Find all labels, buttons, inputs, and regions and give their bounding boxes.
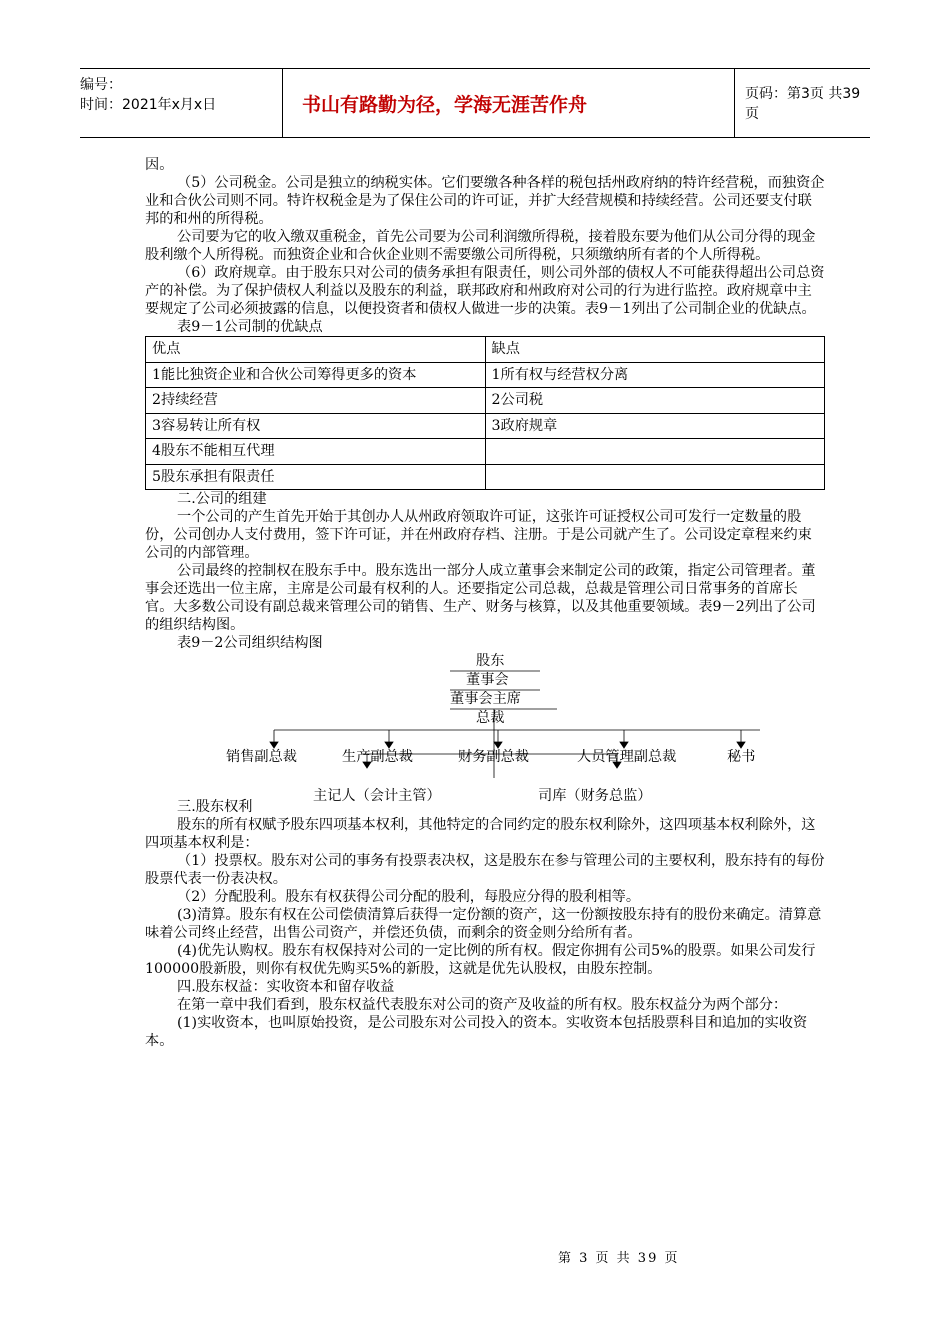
paragraph: （5）公司税金。公司是独立的纳税实体。它们要缴各种各样的税包括州政府纳的特许经营税，而独资企业和合伙公司则不同。特许权税金是为了保住公司的许可证，并扩大经营规模和持续经营。公司还要支付联邦的和州的所得税。 bbox=[145, 175, 825, 227]
table-cell: 5股东承担有限责任 bbox=[146, 464, 486, 490]
serial-label: 编号： bbox=[80, 77, 122, 93]
org-node-vp-production: 生产副总裁 bbox=[342, 749, 413, 765]
paragraph: 因。 bbox=[145, 157, 174, 173]
paragraph: 股东的所有权赋予股东四项基本权利，其他特定的合同约定的股东权利除外，这四项基本权利除外，这四项基本权利是： bbox=[145, 817, 816, 851]
org-node-vp-hr: 人员管理副总裁 bbox=[577, 749, 677, 765]
paragraph: (4)优先认购权。股东有权保持对公司的一定比例的所有权。假定你拥有公司5%的股票。如果公司发行100000股新股，则你有权优先购买5%的新股，这就是优先认股权，由股东控制。 bbox=[145, 943, 816, 977]
paragraph: 公司最终的控制权在股东手中。股东选出一部分人成立董事会来制定公司的政策，指定公司管理者。董事会还选出一位主席，主席是公司最有权利的人。还要指定公司总裁，总裁是管理公司日常事务的首席长官。大多数公司设有副总裁来管理公司的销售、生产、财务与核算，以及其他重要领域。表9－2列出了公司的组织结构图。 bbox=[145, 563, 816, 633]
table1-caption: 表9－1公司制的优缺点 bbox=[177, 319, 323, 335]
table-row bbox=[146, 464, 825, 490]
org-node-vp-sales: 销售副总裁 bbox=[226, 749, 297, 765]
paragraph: 一个公司的产生首先开始于其创办人从州政府领取许可证，这张许可证授权公司可发行一定数量的股份，公司创办人支付费用，签下许可证，并在州政府存档、注册。于是公司就产生了。公司设定章程来约束公司的内部管理。 bbox=[145, 509, 812, 561]
paragraph: 在第一章中我们看到，股东权益代表股东对公司的资产及收益的所有权。股东权益分为两个部分： bbox=[177, 997, 788, 1013]
table-cell: 3政府规章 bbox=[485, 413, 825, 439]
page-footer: 第 3 页 共 39 页 bbox=[558, 1251, 680, 1266]
org-node-vp-finance: 财务副总裁 bbox=[458, 749, 529, 765]
org-node-treasurer: 司库（财务总监） bbox=[538, 788, 652, 804]
table-cell bbox=[485, 464, 825, 490]
org-node-board: 董事会 bbox=[466, 672, 509, 688]
paragraph: (1)实收资本，也叫原始投资，是公司股东对公司投入的资本。实收资本包括股票科目和追加的实收资本。 bbox=[145, 1015, 808, 1049]
org-node-controller: 主记人（会计主管） bbox=[313, 788, 441, 804]
paragraph: （2）分配股利。股东有权获得公司分配的股利，每股应分得的股利相等。 bbox=[177, 889, 641, 905]
org-node-secretary: 秘书 bbox=[727, 749, 756, 765]
table-row bbox=[146, 413, 825, 439]
table-cell bbox=[485, 439, 825, 465]
table-header-row bbox=[146, 337, 825, 363]
paragraph: 公司要为它的收入缴双重税金，首先公司要为公司利润缴所得税，接着股东要为他们从公司分得的现金股利缴个人所得税。而独资企业和合伙企业则不需要缴公司所得税，只须缴纳所有者的个人所得税。 bbox=[145, 229, 816, 263]
table-row bbox=[146, 362, 825, 388]
pros-cons-table bbox=[145, 336, 825, 490]
paragraph: （6）政府规章。由于股东只对公司的债务承担有限责任，则公司外部的债权人不可能获得超出公司总资产的补偿。为了保护债权人利益以及股东的利益，联邦政府和州政府对公司的行为进行监控。政府规章中主要规定了公司必须披露的信息，以便投资者和债权人做进一步的决策。表9－1列出了公司制企业的优缺点。 bbox=[145, 265, 825, 317]
section-title: 二.公司的组建 bbox=[177, 491, 267, 507]
org-chart bbox=[145, 652, 825, 804]
page-header bbox=[80, 68, 870, 138]
table-cell: 2持续经营 bbox=[146, 388, 486, 414]
table-header-cell: 缺点 bbox=[485, 337, 825, 363]
table-cell: 1能比独资企业和合伙公司筹得更多的资本 bbox=[146, 362, 486, 388]
table2-caption: 表9－2公司组织结构图 bbox=[177, 635, 323, 651]
table-row bbox=[146, 388, 825, 414]
table-row bbox=[146, 439, 825, 465]
header-motto: 书山有路勤为径，学海无涯苦作舟 bbox=[284, 69, 735, 137]
table-cell: 3容易转让所有权 bbox=[146, 413, 486, 439]
table-header-cell: 优点 bbox=[146, 337, 486, 363]
time-label: 时间：2021年x月x日 bbox=[80, 97, 217, 113]
section-title: 四.股东权益：实收资本和留存收益 bbox=[177, 979, 395, 995]
paragraph: (3)清算。股东有权在公司偿债清算后获得一定份额的资产，这一份额按股东持有的股份来确定。清算意味着公司终止经营，出售公司资产，并偿还负债，而剩余的资金则分给所有者。 bbox=[145, 907, 822, 941]
section-title: 三.股东权利 bbox=[177, 799, 253, 815]
header-meta bbox=[80, 69, 283, 137]
table-cell: 1所有权与经营权分离 bbox=[485, 362, 825, 388]
document-body bbox=[145, 156, 825, 1050]
org-node-president: 总裁 bbox=[476, 710, 505, 726]
table-cell: 2公司税 bbox=[485, 388, 825, 414]
org-node-chairman: 董事会主席 bbox=[450, 691, 521, 707]
table-cell: 4股东不能相互代理 bbox=[146, 439, 486, 465]
paragraph: （1）投票权。股东对公司的事务有投票表决权，这是股东在参与管理公司的主要权利，股东持有的每份股票代表一份表决权。 bbox=[145, 853, 825, 887]
org-node-shareholders: 股东 bbox=[476, 653, 505, 669]
header-page-label: 页码：第3页 共39页 bbox=[745, 86, 861, 122]
